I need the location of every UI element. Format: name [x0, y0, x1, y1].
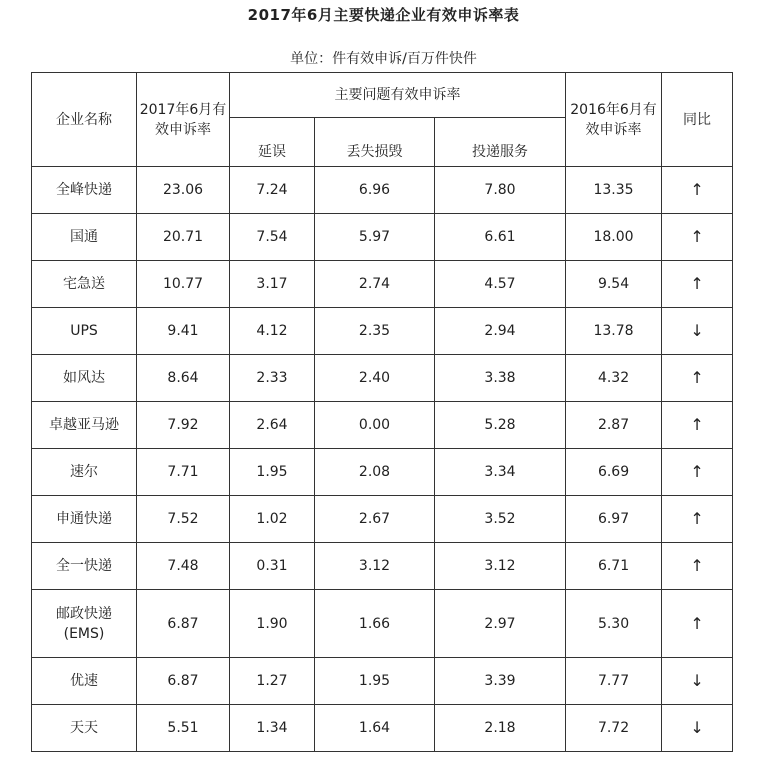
delivery-cell: 6.61 [435, 214, 566, 261]
header-loss: 丢失损毁 [315, 118, 435, 167]
delay-cell: 7.54 [230, 214, 315, 261]
delivery-cell: 5.28 [435, 402, 566, 449]
table-row [32, 402, 733, 449]
loss-cell: 2.35 [315, 308, 435, 355]
delivery-cell: 4.57 [435, 261, 566, 308]
unit-label: 单位：件有效申诉/百万件快件 [290, 51, 477, 67]
header-issue-group: 主要问题有效申诉率 [230, 73, 566, 118]
rate-2017-cell: 9.41 [137, 308, 230, 355]
rate-2017-cell: 8.64 [137, 355, 230, 402]
rate-2017-cell: 5.51 [137, 705, 230, 752]
loss-cell: 1.64 [315, 705, 435, 752]
table-row [32, 355, 733, 402]
delivery-cell: 3.34 [435, 449, 566, 496]
loss-cell: 1.66 [315, 590, 435, 658]
loss-cell: 2.67 [315, 496, 435, 543]
delivery-cell: 7.80 [435, 167, 566, 214]
loss-cell: 5.97 [315, 214, 435, 261]
rate-2017-cell: 6.87 [137, 590, 230, 658]
delivery-cell: 3.39 [435, 658, 566, 705]
header-yoy: 同比 [662, 73, 733, 167]
loss-cell: 2.08 [315, 449, 435, 496]
delay-cell: 1.95 [230, 449, 315, 496]
rate-2016-cell: 2.87 [566, 402, 662, 449]
company-cell: UPS [32, 308, 137, 355]
yoy-arrow-icon: ↑ [662, 355, 733, 402]
yoy-arrow-icon: ↑ [662, 543, 733, 590]
company-name-line1: 邮政快递 [56, 605, 112, 622]
table-row [32, 543, 733, 590]
rate-2016-cell: 13.78 [566, 308, 662, 355]
delay-cell: 1.02 [230, 496, 315, 543]
rate-2017-cell: 23.06 [137, 167, 230, 214]
delay-cell: 1.90 [230, 590, 315, 658]
rate-2016-cell: 6.69 [566, 449, 662, 496]
company-cell: 申通快递 [32, 496, 137, 543]
rate-2016-cell: 4.32 [566, 355, 662, 402]
table-row [32, 449, 733, 496]
rate-2017-cell: 20.71 [137, 214, 230, 261]
delay-cell: 4.12 [230, 308, 315, 355]
loss-cell: 2.40 [315, 355, 435, 402]
rate-2017-cell: 7.52 [137, 496, 230, 543]
delivery-cell: 3.52 [435, 496, 566, 543]
delivery-cell: 3.38 [435, 355, 566, 402]
loss-cell: 0.00 [315, 402, 435, 449]
company-cell: 天天 [32, 705, 137, 752]
loss-cell: 1.95 [315, 658, 435, 705]
rate-2017-cell: 7.71 [137, 449, 230, 496]
rate-2016-cell: 5.30 [566, 590, 662, 658]
yoy-arrow-icon: ↑ [662, 402, 733, 449]
delay-cell: 0.31 [230, 543, 315, 590]
table-row [32, 167, 733, 214]
company-cell: 国通 [32, 214, 137, 261]
header-company: 企业名称 [32, 73, 137, 167]
delay-cell: 1.34 [230, 705, 315, 752]
delivery-cell: 2.94 [435, 308, 566, 355]
rate-2016-cell: 9.54 [566, 261, 662, 308]
company-cell: 全一快递 [32, 543, 137, 590]
rate-2016-cell: 6.97 [566, 496, 662, 543]
company-cell: 如风达 [32, 355, 137, 402]
rate-2016-cell: 7.77 [566, 658, 662, 705]
company-cell: 全峰快递 [32, 167, 137, 214]
yoy-arrow-icon: ↑ [662, 214, 733, 261]
rate-2017-cell: 7.48 [137, 543, 230, 590]
company-cell [32, 590, 137, 658]
rate-2016-cell: 6.71 [566, 543, 662, 590]
company-cell: 优速 [32, 658, 137, 705]
table-row [32, 658, 733, 705]
delay-cell: 7.24 [230, 167, 315, 214]
delay-cell: 3.17 [230, 261, 315, 308]
table-row [32, 214, 733, 261]
header-delay: 延误 [230, 118, 315, 167]
yoy-arrow-icon: ↑ [662, 496, 733, 543]
yoy-arrow-icon: ↓ [662, 705, 733, 752]
loss-cell: 3.12 [315, 543, 435, 590]
yoy-arrow-icon: ↑ [662, 167, 733, 214]
header-rate-2017: 2017年6月有 效申诉率 [137, 73, 230, 167]
table-row [32, 308, 733, 355]
yoy-arrow-icon: ↑ [662, 449, 733, 496]
yoy-arrow-icon: ↓ [662, 658, 733, 705]
yoy-arrow-icon: ↓ [662, 308, 733, 355]
table-row [32, 705, 733, 752]
rate-2016-cell: 7.72 [566, 705, 662, 752]
delay-cell: 2.64 [230, 402, 315, 449]
rate-2016-cell: 13.35 [566, 167, 662, 214]
page-title: 2017年6月主要快递企业有效申诉率表 [247, 6, 520, 24]
complaint-rate-table [31, 72, 733, 752]
company-cell: 宅急送 [32, 261, 137, 308]
table-row [32, 590, 733, 658]
rate-2016-cell: 18.00 [566, 214, 662, 261]
header-rate-2016: 2016年6月有 效申诉率 [566, 73, 662, 167]
rate-2017-cell: 6.87 [137, 658, 230, 705]
delivery-cell: 2.18 [435, 705, 566, 752]
rate-2017-cell: 7.92 [137, 402, 230, 449]
company-cell: 速尔 [32, 449, 137, 496]
company-cell: 卓越亚马逊 [32, 402, 137, 449]
company-name-line2: (EMS) [63, 625, 105, 642]
delivery-cell: 3.12 [435, 543, 566, 590]
delivery-cell: 2.97 [435, 590, 566, 658]
table-row [32, 496, 733, 543]
header-delivery: 投递服务 [435, 118, 566, 167]
rate-2017-cell: 10.77 [137, 261, 230, 308]
table-row [32, 261, 733, 308]
yoy-arrow-icon: ↑ [662, 261, 733, 308]
delay-cell: 1.27 [230, 658, 315, 705]
delay-cell: 2.33 [230, 355, 315, 402]
loss-cell: 2.74 [315, 261, 435, 308]
loss-cell: 6.96 [315, 167, 435, 214]
yoy-arrow-icon: ↑ [662, 590, 733, 658]
